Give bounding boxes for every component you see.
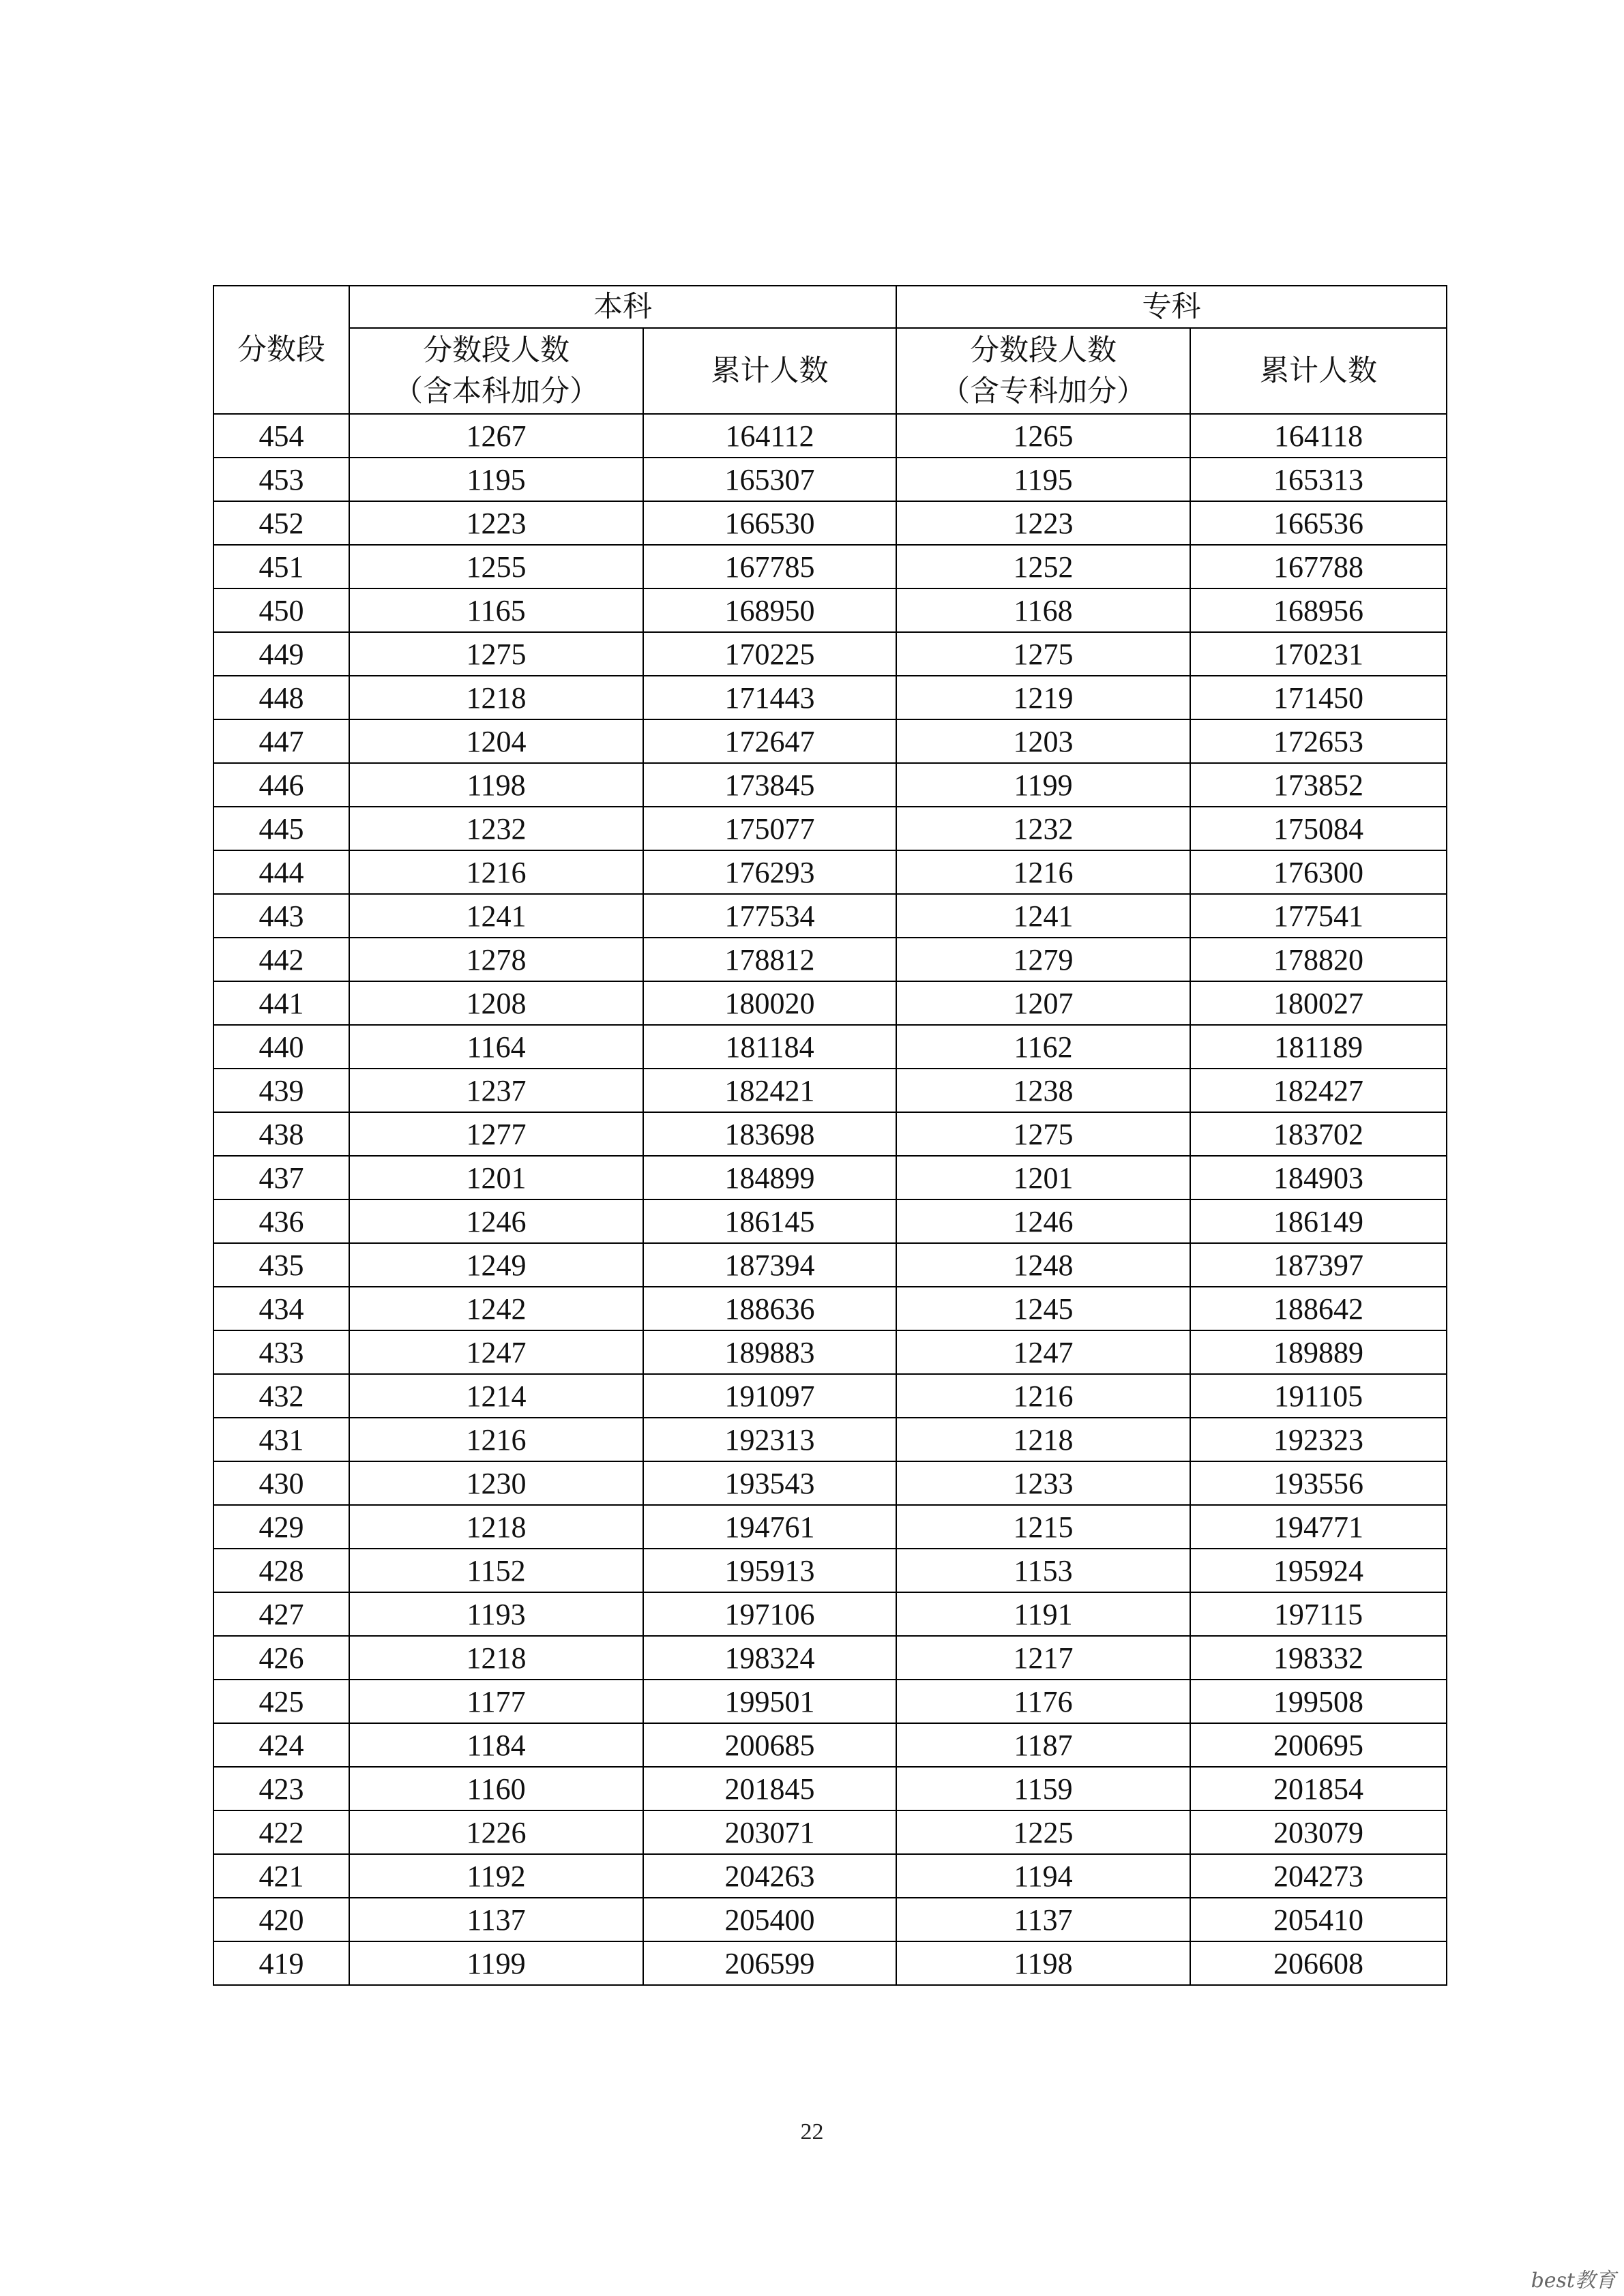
- cell-cum-undergrad: 182421: [643, 1069, 896, 1112]
- table-row: [213, 1636, 1447, 1680]
- cell-cum-undergrad: 194761: [643, 1505, 896, 1549]
- cell-score: 435: [213, 1243, 349, 1287]
- cell-cum-junior: 200695: [1190, 1723, 1447, 1767]
- cell-cum-undergrad: 166530: [643, 501, 896, 545]
- cell-score: 440: [213, 1025, 349, 1069]
- cell-cum-undergrad: 197106: [643, 1592, 896, 1636]
- cell-count-undergrad: 1249: [349, 1243, 643, 1287]
- cell-cum-undergrad: 173845: [643, 763, 896, 807]
- cell-count-junior: 1241: [896, 894, 1190, 938]
- cell-cum-undergrad: 175077: [643, 807, 896, 850]
- table-row: [213, 1592, 1447, 1636]
- cell-cum-junior: 187397: [1190, 1243, 1447, 1287]
- cell-cum-junior: 192323: [1190, 1418, 1447, 1461]
- cell-cum-junior: 165313: [1190, 458, 1447, 501]
- cell-count-undergrad: 1165: [349, 588, 643, 632]
- table-row: [213, 588, 1447, 632]
- cell-count-undergrad: 1247: [349, 1330, 643, 1374]
- header-group-undergrad: 本科: [349, 286, 896, 328]
- cell-count-undergrad: 1255: [349, 545, 643, 588]
- table-row: [213, 1199, 1447, 1243]
- header-row-columns: [213, 328, 1447, 414]
- cell-count-undergrad: 1198: [349, 763, 643, 807]
- cell-count-undergrad: 1208: [349, 981, 643, 1025]
- cell-count-junior: 1191: [896, 1592, 1190, 1636]
- cell-count-junior: 1137: [896, 1898, 1190, 1941]
- table-row: [213, 1330, 1447, 1374]
- table-body: [213, 414, 1447, 1985]
- cell-count-undergrad: 1242: [349, 1287, 643, 1330]
- table-row: [213, 1287, 1447, 1330]
- table-row: [213, 1549, 1447, 1592]
- cell-cum-junior: 180027: [1190, 981, 1447, 1025]
- cell-count-junior: 1275: [896, 1112, 1190, 1156]
- cell-score: 453: [213, 458, 349, 501]
- table-row: [213, 501, 1447, 545]
- cell-cum-junior: 166536: [1190, 501, 1447, 545]
- cell-cum-junior: 199508: [1190, 1680, 1447, 1723]
- cell-cum-junior: 167788: [1190, 545, 1447, 588]
- cell-count-junior: 1162: [896, 1025, 1190, 1069]
- cell-count-junior: 1252: [896, 545, 1190, 588]
- cell-count-junior: 1159: [896, 1767, 1190, 1810]
- cell-score: 450: [213, 588, 349, 632]
- table-row: [213, 414, 1447, 458]
- cell-count-junior: 1232: [896, 807, 1190, 850]
- cell-cum-junior: 172653: [1190, 719, 1447, 763]
- cell-count-junior: 1275: [896, 632, 1190, 676]
- cell-cum-undergrad: 204263: [643, 1854, 896, 1898]
- header-count-junior-line2: （含专科加分）: [941, 374, 1146, 408]
- cell-cum-junior: 184903: [1190, 1156, 1447, 1199]
- cell-score: 439: [213, 1069, 349, 1112]
- cell-cum-junior: 205410: [1190, 1898, 1447, 1941]
- cell-cum-undergrad: 203071: [643, 1810, 896, 1854]
- cell-cum-undergrad: 205400: [643, 1898, 896, 1941]
- cell-cum-undergrad: 188636: [643, 1287, 896, 1330]
- cell-count-undergrad: 1267: [349, 414, 643, 458]
- table-row: [213, 1156, 1447, 1199]
- cell-cum-junior: 183702: [1190, 1112, 1447, 1156]
- cell-count-undergrad: 1192: [349, 1854, 643, 1898]
- cell-cum-junior: 195924: [1190, 1549, 1447, 1592]
- cell-cum-undergrad: 201845: [643, 1767, 896, 1810]
- header-cum-undergrad: 累计人数: [643, 328, 896, 414]
- cell-count-junior: 1201: [896, 1156, 1190, 1199]
- cell-score: 445: [213, 807, 349, 850]
- cell-score: 447: [213, 719, 349, 763]
- table-row: [213, 1069, 1447, 1112]
- cell-count-undergrad: 1160: [349, 1767, 643, 1810]
- table-row: [213, 1505, 1447, 1549]
- cell-cum-undergrad: 172647: [643, 719, 896, 763]
- cell-cum-junior: 178820: [1190, 938, 1447, 981]
- table-row: [213, 1025, 1447, 1069]
- cell-cum-junior: 182427: [1190, 1069, 1447, 1112]
- cell-count-undergrad: 1177: [349, 1680, 643, 1723]
- cell-cum-undergrad: 181184: [643, 1025, 896, 1069]
- cell-score: 437: [213, 1156, 349, 1199]
- cell-count-junior: 1195: [896, 458, 1190, 501]
- cell-cum-undergrad: 171443: [643, 676, 896, 719]
- header-count-undergrad: [349, 328, 643, 414]
- cell-cum-undergrad: 206599: [643, 1941, 896, 1985]
- table-row: [213, 1854, 1447, 1898]
- cell-cum-junior: 189889: [1190, 1330, 1447, 1374]
- cell-cum-junior: 176300: [1190, 850, 1447, 894]
- cell-cum-junior: 175084: [1190, 807, 1447, 850]
- table-row: [213, 1112, 1447, 1156]
- cell-score: 428: [213, 1549, 349, 1592]
- cell-count-junior: 1247: [896, 1330, 1190, 1374]
- cell-count-undergrad: 1193: [349, 1592, 643, 1636]
- cell-score: 442: [213, 938, 349, 981]
- cell-cum-undergrad: 200685: [643, 1723, 896, 1767]
- cell-count-junior: 1217: [896, 1636, 1190, 1680]
- cell-cum-junior: 168956: [1190, 588, 1447, 632]
- cell-score: 430: [213, 1461, 349, 1505]
- watermark: best教育: [1531, 2269, 1616, 2293]
- cell-score: 452: [213, 501, 349, 545]
- cell-count-junior: 1187: [896, 1723, 1190, 1767]
- cell-count-undergrad: 1201: [349, 1156, 643, 1199]
- cell-cum-junior: 181189: [1190, 1025, 1447, 1069]
- cell-count-undergrad: 1199: [349, 1941, 643, 1985]
- cell-cum-undergrad: 164112: [643, 414, 896, 458]
- cell-score: 441: [213, 981, 349, 1025]
- cell-count-junior: 1225: [896, 1810, 1190, 1854]
- cell-count-undergrad: 1184: [349, 1723, 643, 1767]
- table-row: [213, 894, 1447, 938]
- header-group-junior: 专科: [896, 286, 1447, 328]
- cell-score: 454: [213, 414, 349, 458]
- cell-score: 432: [213, 1374, 349, 1418]
- cell-cum-undergrad: 189883: [643, 1330, 896, 1374]
- cell-score: 448: [213, 676, 349, 719]
- header-row-groups: [213, 286, 1447, 328]
- cell-cum-undergrad: 198324: [643, 1636, 896, 1680]
- cell-cum-undergrad: 195913: [643, 1549, 896, 1592]
- cell-cum-undergrad: 187394: [643, 1243, 896, 1287]
- cell-cum-junior: 173852: [1190, 763, 1447, 807]
- cell-cum-junior: 191105: [1190, 1374, 1447, 1418]
- cell-count-junior: 1207: [896, 981, 1190, 1025]
- cell-count-undergrad: 1230: [349, 1461, 643, 1505]
- cell-count-undergrad: 1195: [349, 458, 643, 501]
- cell-count-undergrad: 1277: [349, 1112, 643, 1156]
- table-row: [213, 632, 1447, 676]
- cell-cum-junior: 177541: [1190, 894, 1447, 938]
- header-cum-junior: 累计人数: [1190, 328, 1447, 414]
- cell-cum-junior: 186149: [1190, 1199, 1447, 1243]
- table-row: [213, 981, 1447, 1025]
- cell-score: 419: [213, 1941, 349, 1985]
- cell-count-junior: 1238: [896, 1069, 1190, 1112]
- cell-count-junior: 1199: [896, 763, 1190, 807]
- cell-count-junior: 1223: [896, 501, 1190, 545]
- cell-cum-junior: 203079: [1190, 1810, 1447, 1854]
- score-distribution-table: [213, 285, 1447, 1986]
- cell-count-junior: 1216: [896, 1374, 1190, 1418]
- table-row: [213, 1810, 1447, 1854]
- cell-count-junior: 1168: [896, 588, 1190, 632]
- table-row: [213, 807, 1447, 850]
- cell-count-junior: 1215: [896, 1505, 1190, 1549]
- cell-count-undergrad: 1214: [349, 1374, 643, 1418]
- cell-count-undergrad: 1223: [349, 501, 643, 545]
- cell-cum-undergrad: 180020: [643, 981, 896, 1025]
- cell-cum-junior: 170231: [1190, 632, 1447, 676]
- table-row: [213, 763, 1447, 807]
- cell-score: 444: [213, 850, 349, 894]
- cell-count-junior: 1245: [896, 1287, 1190, 1330]
- cell-count-undergrad: 1218: [349, 1505, 643, 1549]
- cell-cum-undergrad: 165307: [643, 458, 896, 501]
- cell-count-junior: 1279: [896, 938, 1190, 981]
- cell-score: 449: [213, 632, 349, 676]
- cell-score: 431: [213, 1418, 349, 1461]
- cell-cum-junior: 164118: [1190, 414, 1447, 458]
- table-row: [213, 719, 1447, 763]
- table-row: [213, 1680, 1447, 1723]
- cell-cum-junior: 204273: [1190, 1854, 1447, 1898]
- cell-count-undergrad: 1218: [349, 676, 643, 719]
- cell-count-undergrad: 1164: [349, 1025, 643, 1069]
- cell-cum-undergrad: 192313: [643, 1418, 896, 1461]
- page-number: 22: [800, 2119, 824, 2145]
- cell-count-junior: 1216: [896, 850, 1190, 894]
- cell-cum-undergrad: 167785: [643, 545, 896, 588]
- cell-cum-undergrad: 176293: [643, 850, 896, 894]
- header-count-junior: [896, 328, 1190, 414]
- cell-cum-undergrad: 191097: [643, 1374, 896, 1418]
- cell-score: 425: [213, 1680, 349, 1723]
- cell-count-undergrad: 1275: [349, 632, 643, 676]
- cell-count-undergrad: 1204: [349, 719, 643, 763]
- header-count-undergrad-line2: （含本科加分）: [394, 374, 599, 408]
- cell-score: 423: [213, 1767, 349, 1810]
- header-score: 分数段: [213, 286, 349, 414]
- table-row: [213, 458, 1447, 501]
- table-row: [213, 1461, 1447, 1505]
- table-row: [213, 1767, 1447, 1810]
- table-row: [213, 545, 1447, 588]
- cell-count-junior: 1203: [896, 719, 1190, 763]
- table-row: [213, 938, 1447, 981]
- cell-score: 420: [213, 1898, 349, 1941]
- cell-cum-junior: 193556: [1190, 1461, 1447, 1505]
- table-row: [213, 1723, 1447, 1767]
- cell-score: 421: [213, 1854, 349, 1898]
- cell-count-undergrad: 1232: [349, 807, 643, 850]
- header-count-undergrad-line1: 分数段人数: [423, 333, 570, 368]
- table-row: [213, 676, 1447, 719]
- cell-count-undergrad: 1278: [349, 938, 643, 981]
- cell-count-junior: 1218: [896, 1418, 1190, 1461]
- cell-score: 422: [213, 1810, 349, 1854]
- cell-count-undergrad: 1137: [349, 1898, 643, 1941]
- cell-score: 436: [213, 1199, 349, 1243]
- table-row: [213, 1418, 1447, 1461]
- cell-score: 443: [213, 894, 349, 938]
- cell-cum-undergrad: 186145: [643, 1199, 896, 1243]
- cell-count-junior: 1153: [896, 1549, 1190, 1592]
- cell-count-undergrad: 1241: [349, 894, 643, 938]
- table-row: [213, 1243, 1447, 1287]
- cell-score: 424: [213, 1723, 349, 1767]
- cell-score: 429: [213, 1505, 349, 1549]
- cell-count-undergrad: 1237: [349, 1069, 643, 1112]
- cell-cum-undergrad: 177534: [643, 894, 896, 938]
- cell-cum-junior: 171450: [1190, 676, 1447, 719]
- cell-score: 433: [213, 1330, 349, 1374]
- cell-cum-undergrad: 193543: [643, 1461, 896, 1505]
- cell-cum-undergrad: 199501: [643, 1680, 896, 1723]
- cell-count-junior: 1198: [896, 1941, 1190, 1985]
- cell-count-undergrad: 1246: [349, 1199, 643, 1243]
- cell-count-undergrad: 1218: [349, 1636, 643, 1680]
- cell-cum-undergrad: 178812: [643, 938, 896, 981]
- cell-count-undergrad: 1216: [349, 850, 643, 894]
- cell-score: 446: [213, 763, 349, 807]
- cell-count-junior: 1265: [896, 414, 1190, 458]
- cell-cum-junior: 206608: [1190, 1941, 1447, 1985]
- cell-cum-undergrad: 168950: [643, 588, 896, 632]
- cell-score: 427: [213, 1592, 349, 1636]
- cell-cum-junior: 201854: [1190, 1767, 1447, 1810]
- cell-cum-undergrad: 184899: [643, 1156, 896, 1199]
- table-row: [213, 1374, 1447, 1418]
- cell-count-junior: 1233: [896, 1461, 1190, 1505]
- cell-count-junior: 1246: [896, 1199, 1190, 1243]
- cell-count-junior: 1248: [896, 1243, 1190, 1287]
- table-row: [213, 1898, 1447, 1941]
- cell-cum-junior: 197115: [1190, 1592, 1447, 1636]
- cell-score: 451: [213, 545, 349, 588]
- cell-cum-junior: 188642: [1190, 1287, 1447, 1330]
- header-count-junior-line1: 分数段人数: [970, 333, 1117, 368]
- table-row: [213, 1941, 1447, 1985]
- cell-count-junior: 1219: [896, 676, 1190, 719]
- cell-count-undergrad: 1226: [349, 1810, 643, 1854]
- cell-cum-undergrad: 183698: [643, 1112, 896, 1156]
- cell-cum-junior: 194771: [1190, 1505, 1447, 1549]
- cell-count-undergrad: 1152: [349, 1549, 643, 1592]
- cell-count-undergrad: 1216: [349, 1418, 643, 1461]
- table-row: [213, 850, 1447, 894]
- cell-cum-junior: 198332: [1190, 1636, 1447, 1680]
- cell-count-junior: 1176: [896, 1680, 1190, 1723]
- cell-score: 434: [213, 1287, 349, 1330]
- cell-score: 438: [213, 1112, 349, 1156]
- cell-count-junior: 1194: [896, 1854, 1190, 1898]
- cell-score: 426: [213, 1636, 349, 1680]
- cell-cum-undergrad: 170225: [643, 632, 896, 676]
